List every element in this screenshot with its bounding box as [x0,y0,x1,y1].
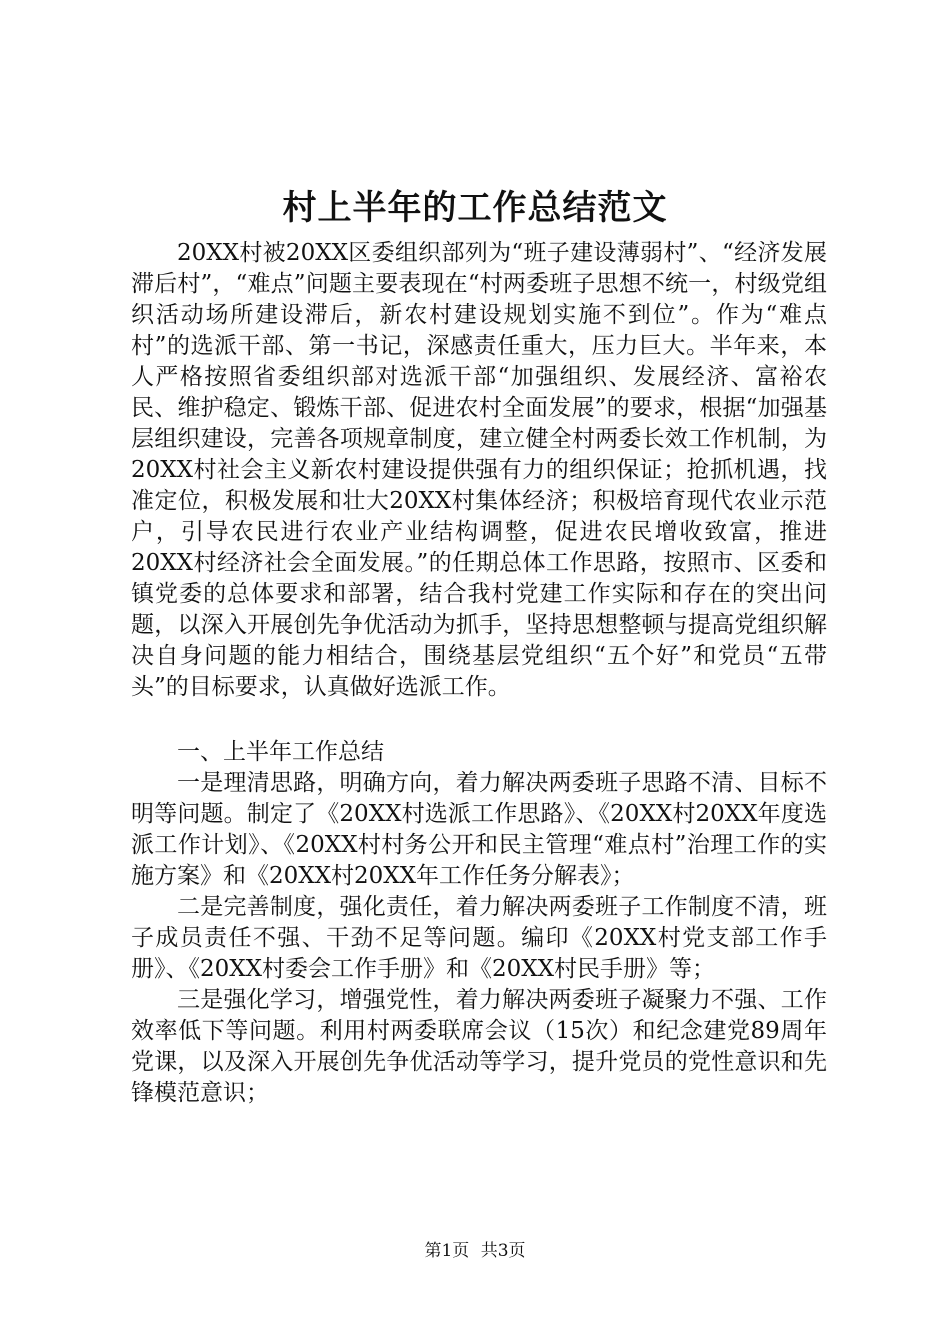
section-heading: 一、上半年工作总结 [177,739,384,765]
document-title: 村上半年的工作总结范文 [282,188,668,228]
work-point-2: 二是完善制度，强化责任，着力解决两委班子工作制度不清，班子成员责任不强、干劲不足等问题。编印《20XX村党支部工作手册》、《20XX村委会工作手册》和《20XX村民手册》等； [131,894,827,982]
page-footer [0,1240,950,1262]
work-point-3: 三是强化学习，增强党性，着力解决两委班子凝聚力不强、工作效率低下等问题。利用村两委联席会议（15次）和纪念建党89周年党课，以及深入开展创先争优活动等学习，提升党员的党性意识和先锋模范意识； [131,987,827,1106]
work-point-1: 一是理清思路，明确方向，着力解决两委班子思路不清、目标不明等问题。制定了《20XX村选派工作思路》、《20XX村20XX年度选派工作计划》、《20XX村村务公开和民主管理“难点村”治理工作的实施方案》和《20XX村20XX年工作任务分解表》； [131,770,827,889]
document-body [131,238,827,1109]
intro-paragraph: 20XX村被20XX区委组织部列为“班子建设薄弱村”、“经济发展滞后村”，“难点”问题主要表现在“村两委班子思想不统一，村级党组织活动场所建设滞后，新农村建设规划实施不到位”。作为“难点村”的选派干部、第一书记，深感责任重大，压力巨大。半年来，本人严格按照省委组织部对选派干部“加强组织、发展经济、富裕农民、维护稳定、锻炼干部、促进农村全面发展”的要求，根据“加强基层组织建设，完善各项规章制度，建立健全村两委长效工作机制，为20XX村社会主义新农村建设提供强有力的组织保证；抢抓机遇，找准定位，积极发展和壮大20XX村集体经济；积极培育现代农业示范户，引导农民进行农业产业结构调整，促进农民增收致富，推进20XX村经济社会全面发展。”的任期总体工作思路，按照市、区委和镇党委的总体要求和部署，结合我村党建工作实际和存在的突出问题，以深入开展创先争优活动为抓手，坚持思想整顿与提高党组织解决自身问题的能力相结合，围绕基层党组织“五个好”和党员“五带头”的目标要求，认真做好选派工作。 [131,240,827,700]
page-total: 共3页 [480,1241,526,1261]
page-number: 第1页 [424,1241,470,1261]
